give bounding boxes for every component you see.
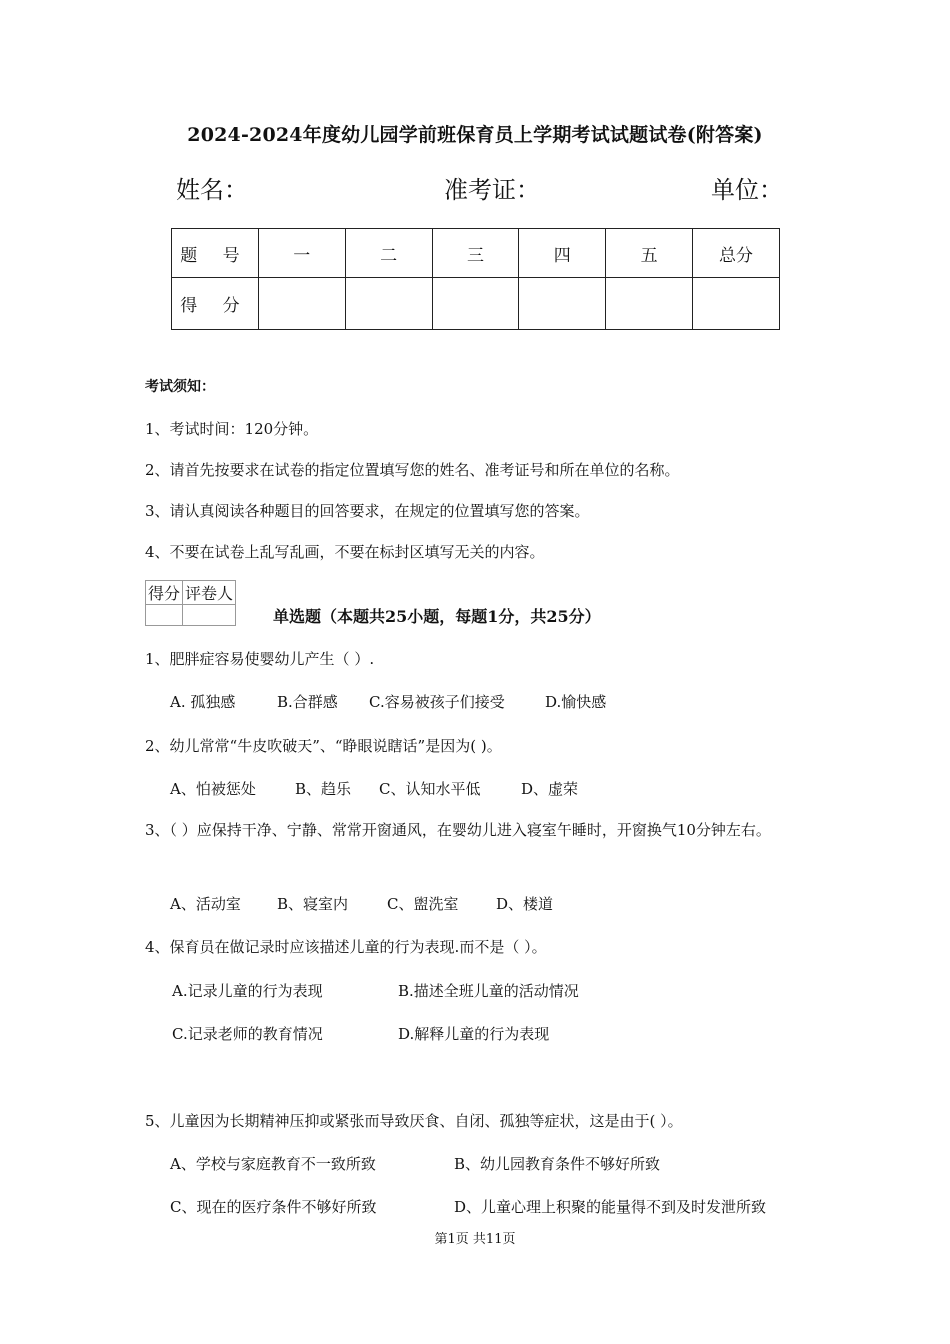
q5-option-c: C、现在的医疗条件不够好所致 [170, 1198, 377, 1216]
q4-option-c: C.记录老师的教育情况 [172, 1025, 323, 1043]
score-cell-3 [432, 278, 519, 330]
note-item: 1、考试时间：120分钟。 [145, 420, 319, 438]
grader-box [145, 580, 236, 626]
q5-option-d: D、儿童心理上积聚的能量得不到及时发泄所致 [454, 1198, 767, 1216]
q4-option-b: B.描述全班儿童的活动情况 [398, 982, 579, 1000]
question-number-label: 题 号 [172, 229, 259, 278]
note-item: 3、请认真阅读各种题目的回答要求，在规定的位置填写您的答案。 [145, 502, 590, 520]
score-table-score-row [172, 278, 780, 330]
q2-option-a: A、怕被惩处 [170, 780, 256, 798]
section-title: 单选题（本题共25小题，每题1分，共25分） [273, 607, 601, 626]
q5-option-a: A、学校与家庭教育不一致所致 [170, 1155, 376, 1173]
grader-name-label: 评卷人 [183, 581, 236, 605]
q3-option-c: C、盥洗室 [387, 895, 459, 913]
score-cell-4 [519, 278, 606, 330]
q1-option-d: D.愉快感 [545, 693, 607, 711]
score-col-total: 总分 [693, 229, 780, 278]
q1-option-b: B.合群感 [277, 693, 338, 711]
grader-score-cell [146, 605, 183, 626]
score-cell-5 [606, 278, 693, 330]
page-title: 2024-2024年度幼儿园学前班保育员上学期考试试题试卷(附答案) [187, 124, 763, 146]
score-cell-1 [258, 278, 345, 330]
score-table-header-row [172, 229, 780, 278]
grader-name-cell [183, 605, 236, 626]
question-3: 3、（ ）应保持干净、宁静、常常开窗通风，在婴幼儿进入寝室午睡时，开窗换气10分钟左右。 [145, 821, 771, 839]
note-item: 2、请首先按要求在试卷的指定位置填写您的姓名、准考证号和所在单位的名称。 [145, 461, 680, 479]
score-col-5: 五 [606, 229, 693, 278]
question-4: 4、保育员在做记录时应该描述儿童的行为表现.而不是（ ）。 [145, 938, 547, 956]
score-col-2: 二 [345, 229, 432, 278]
grader-score-label: 得分 [146, 581, 183, 605]
name-field-label: 姓名： [176, 176, 248, 204]
score-row-label: 得 分 [172, 278, 259, 330]
q2-option-c: C、认知水平低 [379, 780, 481, 798]
notes-heading: 考试须知： [145, 379, 215, 395]
exam-number-field-label: 准考证： [444, 176, 540, 204]
q4-option-d: D.解释儿童的行为表现 [398, 1025, 550, 1043]
score-col-1: 一 [258, 229, 345, 278]
note-item: 4、不要在试卷上乱写乱画，不要在标封区填写无关的内容。 [145, 543, 545, 561]
page-footer: 第1页 共11页 [434, 1232, 516, 1247]
question-5: 5、儿童因为长期精神压抑或紧张而导致厌食、自闭、孤独等症状，这是由于( ）。 [145, 1112, 683, 1130]
unit-field-label: 单位： [711, 176, 783, 204]
score-table [171, 228, 780, 330]
q2-option-b: B、趋乐 [295, 780, 352, 798]
score-cell-2 [345, 278, 432, 330]
q1-option-a: A. 孤独感 [170, 693, 236, 711]
score-col-3: 三 [432, 229, 519, 278]
score-cell-total [693, 278, 780, 330]
q5-option-b: B、幼儿园教育条件不够好所致 [454, 1155, 661, 1173]
q3-option-a: A、活动室 [170, 895, 241, 913]
q3-option-d: D、楼道 [496, 895, 554, 913]
question-1: 1、肥胖症容易使婴幼儿产生（ ）. [145, 650, 375, 668]
question-2: 2、幼儿常常“牛皮吹破天”、“睁眼说瞎话”是因为( )。 [145, 737, 502, 755]
q3-option-b: B、寝室内 [277, 895, 349, 913]
score-col-4: 四 [519, 229, 606, 278]
q4-option-a: A.记录儿童的行为表现 [172, 982, 323, 1000]
q1-option-c: C.容易被孩子们接受 [369, 693, 505, 711]
q2-option-d: D、虚荣 [521, 780, 579, 798]
